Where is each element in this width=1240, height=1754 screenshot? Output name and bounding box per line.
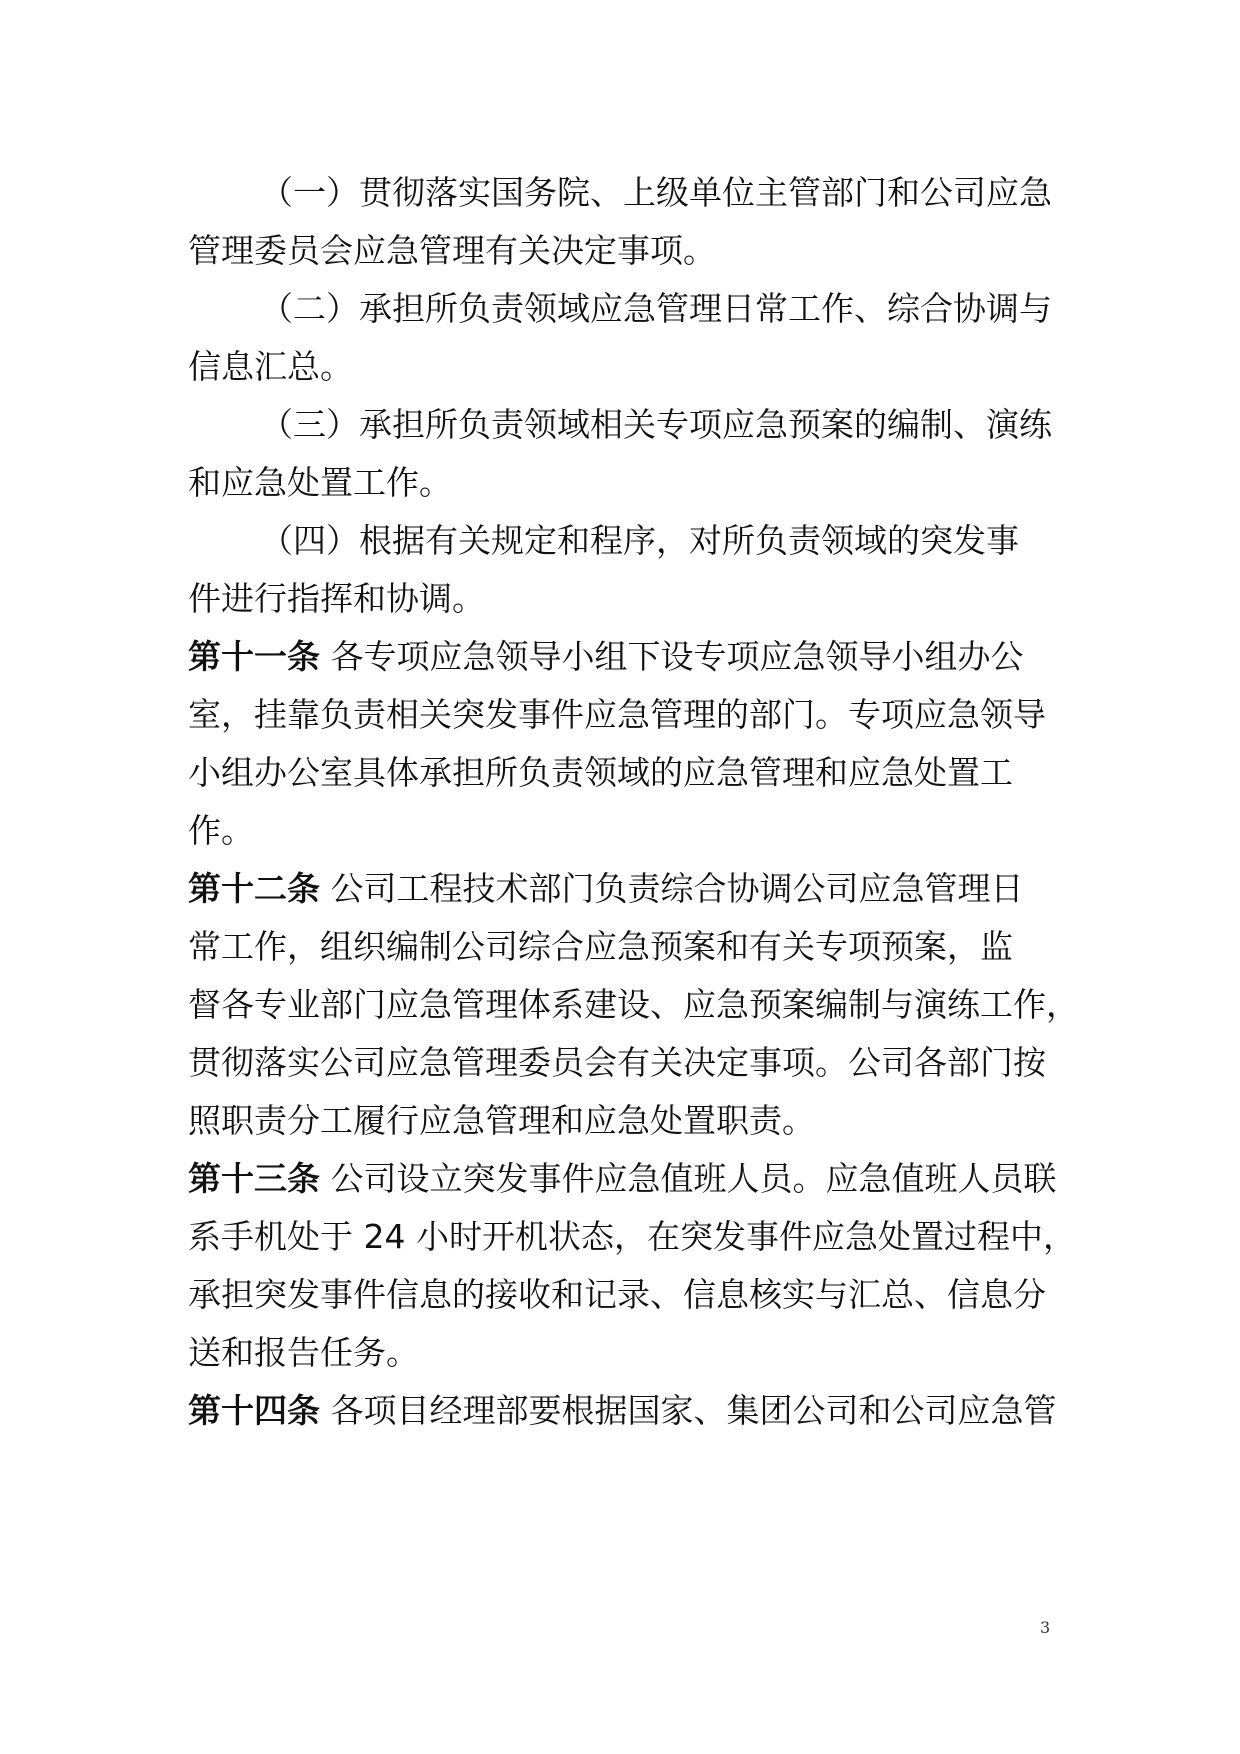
article-12-line-3	[188, 980, 1079, 1030]
page-number: 3	[1040, 1618, 1051, 1637]
article-12-line-5	[188, 1096, 815, 1146]
text-segment: （一）贯彻落实国务院、上级单位主管部门和公司应急	[260, 173, 1052, 212]
article-14-line-1	[188, 1386, 1057, 1436]
text-segment: 承担突发事件信息的接收和记录、信息核实与汇总、信息分	[188, 1275, 1046, 1314]
article-13-line-1	[188, 1154, 1057, 1204]
article-13-line-3	[188, 1270, 1046, 1320]
text-segment: 小组办公室具体承担所负责领域的应急管理和应急处置工	[188, 753, 1013, 792]
article-11-line-1	[188, 632, 1024, 682]
text-segment: 系手机处于 24 小时开机状态，在突发事件应急处置过程中，	[188, 1217, 1076, 1256]
paragraph-item-4-line-1	[260, 516, 1019, 566]
article-11-line-2	[188, 690, 1046, 740]
paragraph-item-2-line-1	[260, 284, 1052, 334]
text-segment: 和应急处置工作。	[188, 463, 452, 502]
paragraph-item-1-line-2	[188, 226, 716, 276]
paragraph-item-1-line-1	[260, 168, 1052, 218]
text-segment: 件进行指挥和协调。	[188, 579, 485, 618]
text-segment: 信息汇总。	[188, 347, 353, 386]
text-segment: 贯彻落实公司应急管理委员会有关决定事项。公司各部门按	[188, 1043, 1046, 1082]
text-segment: 公司工程技术部门负责综合协调公司应急管理日	[330, 869, 1024, 908]
text-segment: 作。	[188, 811, 254, 850]
article-13-heading: 第十三条	[188, 1159, 320, 1198]
paragraph-item-2-line-2	[188, 342, 353, 392]
article-12-line-2	[188, 922, 1013, 972]
article-11-line-3	[188, 748, 1013, 798]
article-11-line-4	[188, 806, 254, 856]
paragraph-item-4-line-2	[188, 574, 485, 624]
article-13-line-4	[188, 1328, 419, 1378]
article-12-heading: 第十二条	[188, 869, 320, 908]
article-11-heading: 第十一条	[188, 637, 320, 676]
text-segment: 管理委员会应急管理有关决定事项。	[188, 231, 716, 270]
text-segment: 各项目经理部要根据国家、集团公司和公司应急管	[330, 1391, 1057, 1430]
text-segment: 室，挂靠负责相关突发事件应急管理的部门。专项应急领导	[188, 695, 1046, 734]
text-segment: （三）承担所负责领域相关专项应急预案的编制、演练	[260, 405, 1052, 444]
text-segment: 公司设立突发事件应急值班人员。应急值班人员联	[330, 1159, 1057, 1198]
article-14-heading: 第十四条	[188, 1391, 320, 1430]
article-12-line-4	[188, 1038, 1046, 1088]
article-12-line-1	[188, 864, 1024, 914]
article-13-line-2	[188, 1212, 1076, 1262]
text-segment: 常工作，组织编制公司综合应急预案和有关专项预案，监	[188, 927, 1013, 966]
text-segment: （二）承担所负责领域应急管理日常工作、综合协调与	[260, 289, 1052, 328]
text-segment: 照职责分工履行应急管理和应急处置职责。	[188, 1101, 815, 1140]
text-segment: 送和报告任务。	[188, 1333, 419, 1372]
text-segment: 督各专业部门应急管理体系建设、应急预案编制与演练工作，	[188, 985, 1079, 1024]
text-segment: （四）根据有关规定和程序，对所负责领域的突发事	[260, 521, 1019, 560]
paragraph-item-3-line-2	[188, 458, 452, 508]
text-segment: 各专项应急领导小组下设专项应急领导小组办公	[330, 637, 1024, 676]
paragraph-item-3-line-1	[260, 400, 1052, 450]
